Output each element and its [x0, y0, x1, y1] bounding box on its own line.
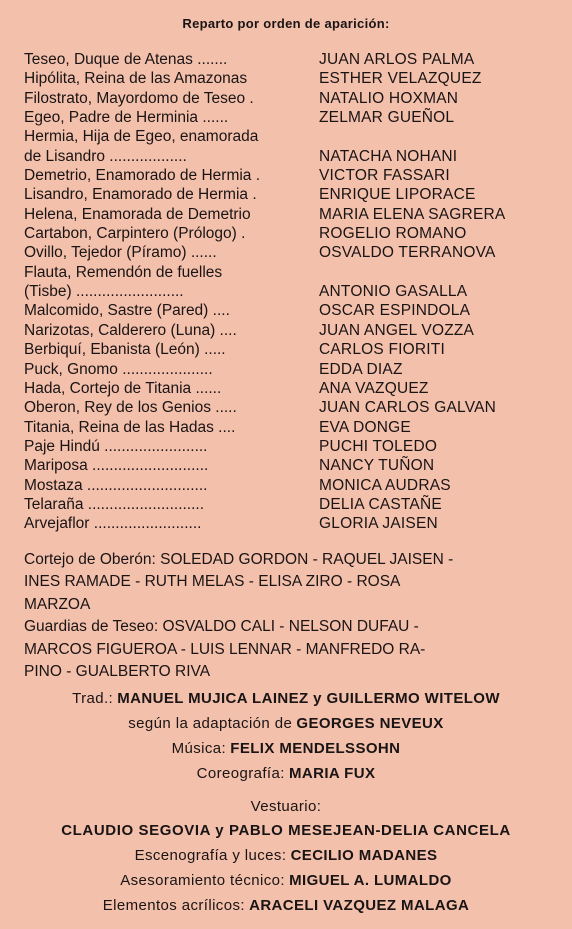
role-name: de Lisandro .................. [24, 147, 187, 165]
acrylic-credit [0, 894, 572, 919]
group-line: MARZOA [24, 595, 91, 613]
costume-label-line [0, 795, 572, 820]
role-name: Berbiquí, Ebanista (León) ..... [24, 341, 226, 359]
cast-row [24, 69, 564, 88]
technical-name: MIGUEL A. LUMALDO [289, 872, 452, 890]
costume-label: Vestuario: [250, 797, 322, 815]
role-name: Hada, Cortejo de Titania ...... [24, 379, 222, 397]
cast-row [24, 50, 564, 69]
cast-row [24, 166, 564, 185]
group-line: MARCOS FIGUEROA - LUIS LENNAR - MANFREDO RA- [24, 640, 426, 658]
cast-row [24, 263, 564, 282]
actor-name: JUAN CARLOS GALVAN [319, 399, 497, 417]
cast-row [24, 224, 564, 243]
actor-name: DELIA CASTAÑE [319, 495, 442, 513]
adaptation-name: GEORGES NEVEUX [296, 714, 444, 732]
actor-name: ANTONIO GASALLA [319, 283, 468, 301]
cast-row [24, 476, 564, 495]
actor-name: JUAN ARLOS PALMA [319, 51, 475, 68]
role-name: Oberon, Rey de los Genios ..... [24, 399, 237, 417]
cast-row [24, 418, 564, 437]
role-name: Demetrio, Enamorado de Hermia . [24, 167, 261, 185]
music-credit [0, 737, 572, 762]
actor-name: CARLOS FIORITI [319, 341, 445, 359]
acrylic-name: ARACELI VAZQUEZ MALAGA [249, 897, 470, 915]
role-name: Ovillo, Tejedor (Píramo) ...... [24, 244, 217, 262]
cast-row [24, 108, 564, 127]
role-name: Cartabon, Carpintero (Prólogo) . [24, 225, 246, 243]
group-list [24, 549, 554, 683]
adaptation-credit [0, 712, 572, 737]
costume-names: CLAUDIO SEGOVIA y PABLO MESEJEAN-DELIA CANCELA [61, 822, 511, 840]
actor-name: ESTHER VELAZQUEZ [319, 70, 482, 88]
technical-credit [0, 869, 572, 894]
cast-row [24, 437, 564, 456]
cast-row [24, 243, 564, 262]
role-name: Egeo, Padre de Herminia ...... [24, 109, 229, 127]
choreography-name: MARIA FUX [288, 764, 376, 782]
technical-label: Asesoramiento técnico: [120, 872, 285, 890]
cast-row [24, 456, 564, 475]
cast-row [24, 301, 564, 320]
actor-name: NATACHA NOHANI [319, 147, 458, 165]
scenery-name: CECILIO MADANES [290, 847, 438, 865]
acrylic-label: Elementos acrílicos: [102, 897, 245, 915]
cast-row [24, 127, 564, 146]
role-name: Arvejaflor ......................... [24, 515, 202, 533]
cast-row [24, 495, 564, 514]
music-label: Música: [171, 739, 227, 757]
actor-name: MARIA ELENA SAGRERA [319, 205, 506, 223]
cast-row [24, 185, 564, 204]
cast-row [24, 514, 564, 533]
cast-list [24, 50, 564, 534]
cast-row [24, 321, 564, 340]
choreography-label: Coreografía: [196, 764, 285, 782]
actor-name: PUCHI TOLEDO [319, 437, 438, 455]
role-name: Paje Hindú ........................ [24, 437, 208, 455]
cast-row [24, 89, 564, 108]
group-line: PINO - GUALBERTO RIVA [24, 663, 211, 681]
role-name: Malcomido, Sastre (Pared) .... [24, 302, 230, 320]
cast-row [24, 147, 564, 166]
actor-name: MONICA AUDRAS [319, 476, 451, 494]
role-name: Puck, Gnomo ..................... [24, 360, 213, 378]
actor-name: ROGELIO ROMANO [319, 225, 467, 243]
cast-row [24, 398, 564, 417]
role-name: Helena, Enamorada de Demetrio [24, 205, 251, 223]
role-name: Teseo, Duque de Atenas ....... [24, 51, 228, 68]
actor-name: OSCAR ESPINDOLA [319, 302, 471, 320]
costume-credit [0, 819, 572, 844]
scenery-label: Escenografía y luces: [134, 847, 287, 865]
translation-label: Trad.: [72, 690, 114, 707]
actor-name: ANA VAZQUEZ [319, 379, 429, 397]
actor-name: VICTOR FASSARI [319, 167, 450, 185]
cast-row [24, 282, 564, 301]
role-name: Narizotas, Calderero (Luna) .... [24, 321, 237, 339]
actor-name: EVA DONGE [319, 418, 411, 436]
actor-name: ENRIQUE LIPORACE [319, 186, 476, 204]
group-line: INES RAMADE - RUTH MELAS - ELISA ZIRO - ROSA [24, 573, 401, 591]
actor-name: OSVALDO TERRANOVA [319, 244, 496, 262]
cast-row [24, 205, 564, 224]
role-name: Mariposa ........................... [24, 457, 209, 475]
actor-name: EDDA DIAZ [319, 360, 403, 378]
actor-name: JUAN ANGEL VOZZA [319, 321, 475, 339]
music-name: FELIX MENDELSSOHN [230, 739, 401, 757]
group-line: Guardias de Teseo: OSVALDO CALI - NELSON DUFAU - [24, 618, 419, 636]
role-name: Hermia, Hija de Egeo, enamorada [24, 128, 259, 146]
group-line: Cortejo de Oberón: SOLEDAD GORDON - RAQUEL JAISEN - [24, 551, 454, 568]
adaptation-label: según la adaptación de [128, 714, 293, 732]
translation-credit [0, 687, 572, 712]
cast-row [24, 340, 564, 359]
cast-row [24, 360, 564, 379]
scenery-credit [0, 844, 572, 869]
cast-row [24, 379, 564, 398]
actor-name: GLORIA JAISEN [319, 515, 438, 533]
role-name: Filostrato, Mayordomo de Teseo . [24, 89, 254, 107]
role-name: Lisandro, Enamorado de Hermia . [24, 186, 257, 204]
translation-names: MANUEL MUJICA LAINEZ y GUILLERMO WITELOW [117, 690, 500, 707]
choreography-credit [0, 762, 572, 787]
actor-name: ZELMAR GUEÑOL [319, 109, 455, 127]
role-name: Telaraña ........................... [24, 495, 205, 513]
role-name: Flauta, Remendón de fuelles [24, 263, 223, 281]
cast-heading: Reparto por orden de aparición: [182, 16, 390, 31]
actor-name: NATALIO HOXMAN [319, 89, 459, 107]
credits [0, 687, 572, 919]
role-name: (Tisbe) ......................... [24, 283, 184, 301]
role-name: Titania, Reina de las Hadas .... [24, 418, 236, 436]
role-name: Mostaza ............................ [24, 476, 208, 494]
actor-name: NANCY TUÑON [319, 457, 435, 475]
role-name: Hipólita, Reina de las Amazonas [24, 70, 248, 88]
